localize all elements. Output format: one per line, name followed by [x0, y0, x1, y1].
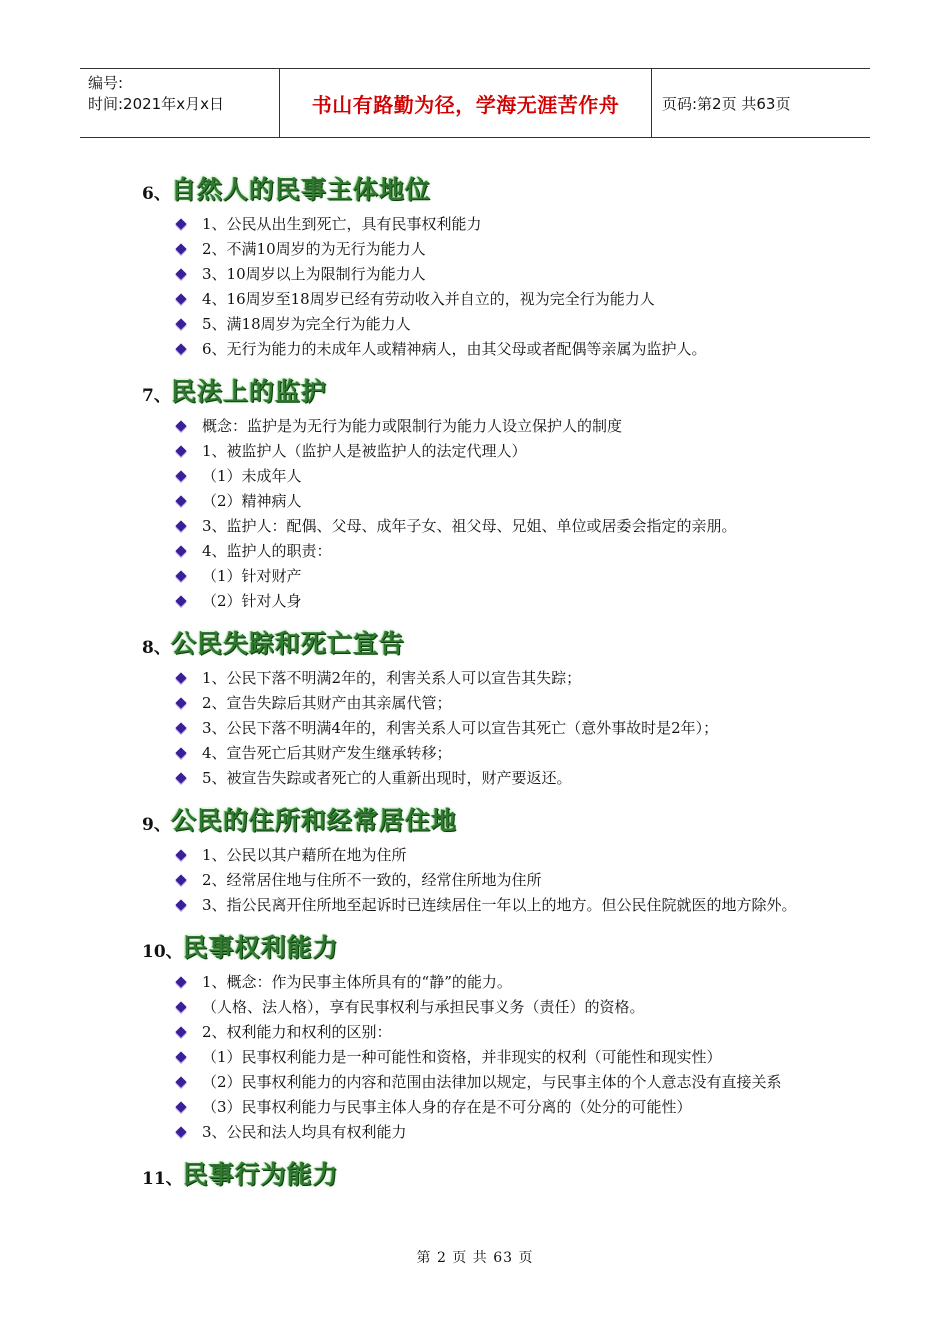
list-item-text: 1、被监护人（监护人是被监护人的法定代理人）: [202, 442, 527, 460]
list-item-text: 2、不满10周岁的为无行为能力人: [202, 240, 426, 258]
list-item: [172, 1045, 822, 1070]
diamond-bullet-icon: [175, 899, 186, 910]
list-item: [172, 539, 822, 564]
list-item: [172, 716, 822, 741]
list-item-text: 1、公民下落不明满2年的，利害关系人可以宣告其失踪；: [202, 669, 582, 687]
diamond-bullet-icon: [175, 420, 186, 431]
list-item: [172, 1095, 822, 1120]
list-item: [172, 1120, 822, 1145]
list-item: [172, 439, 822, 464]
list-item-text: 2、宣告失踪后其财产由其亲属代管；: [202, 694, 452, 712]
document-body: [142, 160, 822, 1191]
diamond-bullet-icon: [175, 318, 186, 329]
list-item-text: 1、概念：作为民事主体所具有的“静”的能力。: [202, 973, 512, 991]
section-title: 民法上的监护: [170, 377, 327, 406]
item-list: [142, 970, 822, 1145]
header-meta: [80, 69, 280, 137]
diamond-bullet-icon: [175, 1026, 186, 1037]
diamond-bullet-icon: [175, 343, 186, 354]
list-item: [172, 464, 822, 489]
item-list: [142, 666, 822, 791]
list-item: [172, 741, 822, 766]
section: [142, 1151, 822, 1191]
list-item-text: （1）针对财产: [202, 567, 302, 585]
list-item-text: （2）精神病人: [202, 492, 302, 510]
list-item-text: 2、权利能力和权利的区别：: [202, 1023, 392, 1041]
list-item: [172, 995, 822, 1020]
header-motto: 书山有路勤为径，学海无涯苦作舟: [280, 69, 652, 137]
list-item: [172, 337, 822, 362]
diamond-bullet-icon: [175, 722, 186, 733]
list-item-text: 4、宣告死亡后其财产发生继承转移；: [202, 744, 452, 762]
diamond-bullet-icon: [175, 218, 186, 229]
diamond-bullet-icon: [175, 1076, 186, 1087]
section-heading: [142, 1151, 822, 1191]
item-list: [142, 212, 822, 362]
section-title: 公民失踪和死亡宣告: [170, 629, 405, 658]
list-item: [172, 589, 822, 614]
section-heading: [142, 166, 822, 206]
list-item-text: （1）民事权利能力是一种可能性和资格，并非现实的权利（可能性和现实性）: [202, 1048, 722, 1066]
diamond-bullet-icon: [175, 772, 186, 783]
list-item: [172, 893, 822, 918]
page-footer: 第 2 页 共 63 页: [416, 1250, 534, 1266]
list-item: [172, 514, 822, 539]
list-item: [172, 564, 822, 589]
section-number: 6、: [142, 184, 171, 204]
list-item: [172, 414, 822, 439]
list-item: [172, 1070, 822, 1095]
list-item-text: 1、公民以其户藉所在地为住所: [202, 846, 407, 864]
list-item-text: 概念：监护是为无行为能力或限制行为能力人设立保护人的制度: [202, 417, 623, 435]
section-heading: [142, 620, 822, 660]
list-item-text: 3、指公民离开住所地至起诉时已连续居住一年以上的地方。但公民住院就医的地方除外。: [202, 896, 797, 914]
section-title: 公民的住所和经常居住地: [170, 806, 457, 835]
section: [142, 924, 822, 1145]
section: [142, 797, 822, 918]
section-title: 民事行为能力: [182, 1160, 339, 1189]
diamond-bullet-icon: [175, 495, 186, 506]
diamond-bullet-icon: [175, 268, 186, 279]
section-number: 7、: [142, 386, 171, 406]
diamond-bullet-icon: [175, 1001, 186, 1012]
section-title: 民事权利能力: [182, 933, 339, 962]
diamond-bullet-icon: [175, 1051, 186, 1062]
list-item-text: 3、公民和法人均具有权利能力: [202, 1123, 407, 1141]
list-item-text: 5、被宣告失踪或者死亡的人重新出现时，财产要返还。: [202, 769, 572, 787]
diamond-bullet-icon: [175, 874, 186, 885]
list-item: [172, 1020, 822, 1045]
list-item: [172, 237, 822, 262]
item-list: [142, 414, 822, 614]
section-heading: [142, 797, 822, 837]
list-item-text: 3、10周岁以上为限制行为能力人: [202, 265, 426, 283]
list-item-text: 4、16周岁至18周岁已经有劳动收入并自立的，视为完全行为能力人: [202, 290, 655, 308]
item-list: [142, 843, 822, 918]
list-item-text: （人格、法人格），享有民事权利与承担民事义务（责任）的资格。: [202, 998, 645, 1016]
diamond-bullet-icon: [175, 849, 186, 860]
diamond-bullet-icon: [175, 545, 186, 556]
section: [142, 620, 822, 791]
diamond-bullet-icon: [175, 1126, 186, 1137]
header-page-info: 页码:第2页 共63页: [662, 94, 791, 113]
list-item: [172, 766, 822, 791]
list-item: [172, 312, 822, 337]
list-item: [172, 262, 822, 287]
diamond-bullet-icon: [175, 1101, 186, 1112]
list-item: [172, 489, 822, 514]
list-item-text: （3）民事权利能力与民事主体人身的存在是不可分离的（处分的可能性）: [202, 1098, 692, 1116]
list-item-text: 3、公民下落不明满4年的，利害关系人可以宣告其死亡（意外事故时是2年）；: [202, 719, 719, 737]
list-item: [172, 212, 822, 237]
diamond-bullet-icon: [175, 445, 186, 456]
list-item: [172, 287, 822, 312]
section: [142, 166, 822, 362]
list-item: [172, 970, 822, 995]
list-item: [172, 868, 822, 893]
diamond-bullet-icon: [175, 293, 186, 304]
section: [142, 368, 822, 614]
list-item: [172, 843, 822, 868]
list-item: [172, 666, 822, 691]
section-title: 自然人的民事主体地位: [170, 175, 431, 204]
list-item-text: 1、公民从出生到死亡，具有民事权利能力: [202, 215, 482, 233]
section-heading: [142, 368, 822, 408]
section-number: 11、: [142, 1169, 183, 1189]
diamond-bullet-icon: [175, 520, 186, 531]
section-number: 9、: [142, 815, 171, 835]
diamond-bullet-icon: [175, 470, 186, 481]
diamond-bullet-icon: [175, 672, 186, 683]
list-item-text: （2）民事权利能力的内容和范围由法律加以规定，与民事主体的个人意志没有直接关系: [202, 1073, 782, 1091]
list-item-text: 4、监护人的职责：: [202, 542, 332, 560]
diamond-bullet-icon: [175, 747, 186, 758]
section-heading: [142, 924, 822, 964]
list-item: [172, 691, 822, 716]
header-table: [80, 68, 870, 138]
list-item-text: 2、经常居住地与住所不一致的，经常住所地为住所: [202, 871, 542, 889]
list-item-text: 3、监护人：配偶、父母、成年子女、祖父母、兄姐、单位或居委会指定的亲朋。: [202, 517, 737, 535]
list-item-text: （1）未成年人: [202, 467, 302, 485]
section-number: 10、: [142, 942, 183, 962]
list-item-text: （2）针对人身: [202, 592, 302, 610]
diamond-bullet-icon: [175, 595, 186, 606]
section-number: 8、: [142, 638, 171, 658]
list-item-text: 5、满18周岁为完全行为能力人: [202, 315, 411, 333]
code-label: 编号:: [88, 74, 124, 92]
list-item-text: 6、无行为能力的未成年人或精神病人，由其父母或者配偶等亲属为监护人。: [202, 340, 707, 358]
diamond-bullet-icon: [175, 976, 186, 987]
diamond-bullet-icon: [175, 570, 186, 581]
diamond-bullet-icon: [175, 243, 186, 254]
diamond-bullet-icon: [175, 697, 186, 708]
time-label: 时间:2021年x月x日: [88, 95, 224, 113]
